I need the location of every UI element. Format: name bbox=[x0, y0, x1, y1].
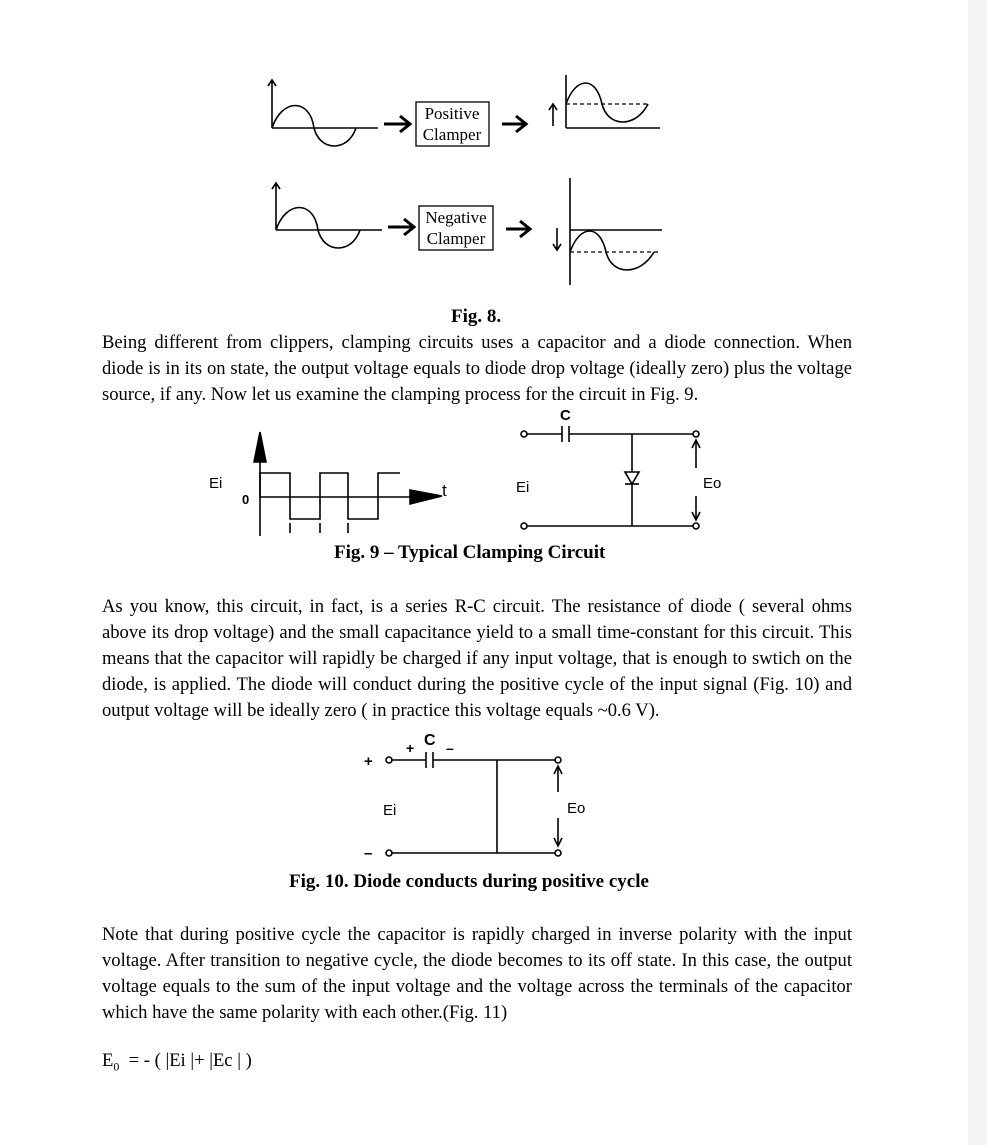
fig10-cap-plus: + bbox=[406, 740, 415, 756]
fig9-zero-label: 0 bbox=[242, 492, 250, 507]
fig10-cap-label: C bbox=[424, 732, 436, 749]
fig10-minus-terminal: – bbox=[364, 845, 373, 862]
negative-clamper-line1: Negative bbox=[425, 208, 487, 227]
fig9-cap-label: C bbox=[560, 407, 571, 424]
fig8-output-wave-negative bbox=[553, 178, 662, 285]
fig10-plus-terminal: + bbox=[364, 753, 373, 770]
fig8-diagram bbox=[0, 0, 968, 300]
fig10-caption: Fig. 10. Diode conducts during positive cycle bbox=[289, 871, 649, 892]
fig9-output-label: Eo bbox=[703, 475, 722, 492]
fig8-caption: Fig. 8. bbox=[451, 306, 502, 327]
fig9-diagram bbox=[0, 400, 968, 540]
scrollbar-gutter[interactable] bbox=[968, 0, 987, 1145]
paragraph-1: Being different from clippers, clamping circuits uses a capacitor and a diode connection. When diode is in its on state, the output voltage equals to diode drop voltage (ideally zero) plus the voltage source, if any. Now let us examine the clamping process for the circuit in Fig. 9. bbox=[102, 332, 852, 405]
fig10-output-label: Eo bbox=[567, 800, 586, 817]
formula-lhs: E bbox=[102, 1050, 114, 1071]
negative-clamper-line2: Clamper bbox=[426, 229, 486, 248]
fig10-input-label: Ei bbox=[383, 802, 397, 819]
clamper-output-formula bbox=[102, 1050, 252, 1075]
fig10-cap-minus: – bbox=[446, 740, 454, 756]
fig9-caption: Fig. 9 – Typical Clamping Circuit bbox=[334, 542, 606, 563]
fig10-diagram bbox=[0, 725, 968, 865]
positive-clamper-line2: Clamper bbox=[422, 125, 482, 144]
fig8-input-wave-negative bbox=[272, 183, 382, 248]
paragraph-3: Note that during positive cycle the capacitor is rapidly charged in inverse polarity with the input voltage. After transition to negative cycle, the diode becomes to its off state. In this case, the output voltage equals to the sum of the input voltage and the voltage across the terminals of the capacitor which have the same polarity with each other.(Fig. 11) bbox=[102, 924, 852, 1023]
fig9-circuit-input-label: Ei bbox=[516, 479, 530, 496]
fig9-input-label: Ei bbox=[209, 475, 223, 492]
formula-rhs: = - ( |Ei |+ |Ec | ) bbox=[128, 1050, 252, 1071]
positive-clamper-line1: Positive bbox=[424, 104, 480, 123]
formula-subscript: 0 bbox=[113, 1059, 120, 1074]
fig8-input-wave-positive bbox=[268, 80, 378, 146]
fig9-time-label: t bbox=[442, 481, 447, 500]
paragraph-2: As you know, this circuit, in fact, is a series R-C circuit. The resistance of diode ( several ohms above its drop voltage) and the small capacitance yield to a small time-constant for this circuit. This means that the capacitor will rapidly be charged if any input voltage, that is enough to swtich on the diode, is applied. The diode will conduct during the positive cycle of the input signal (Fig. 10) and output voltage will be ideally zero ( in practice this voltage equals ~0.6 V). bbox=[102, 596, 852, 721]
fig8-output-wave-positive bbox=[549, 75, 660, 128]
